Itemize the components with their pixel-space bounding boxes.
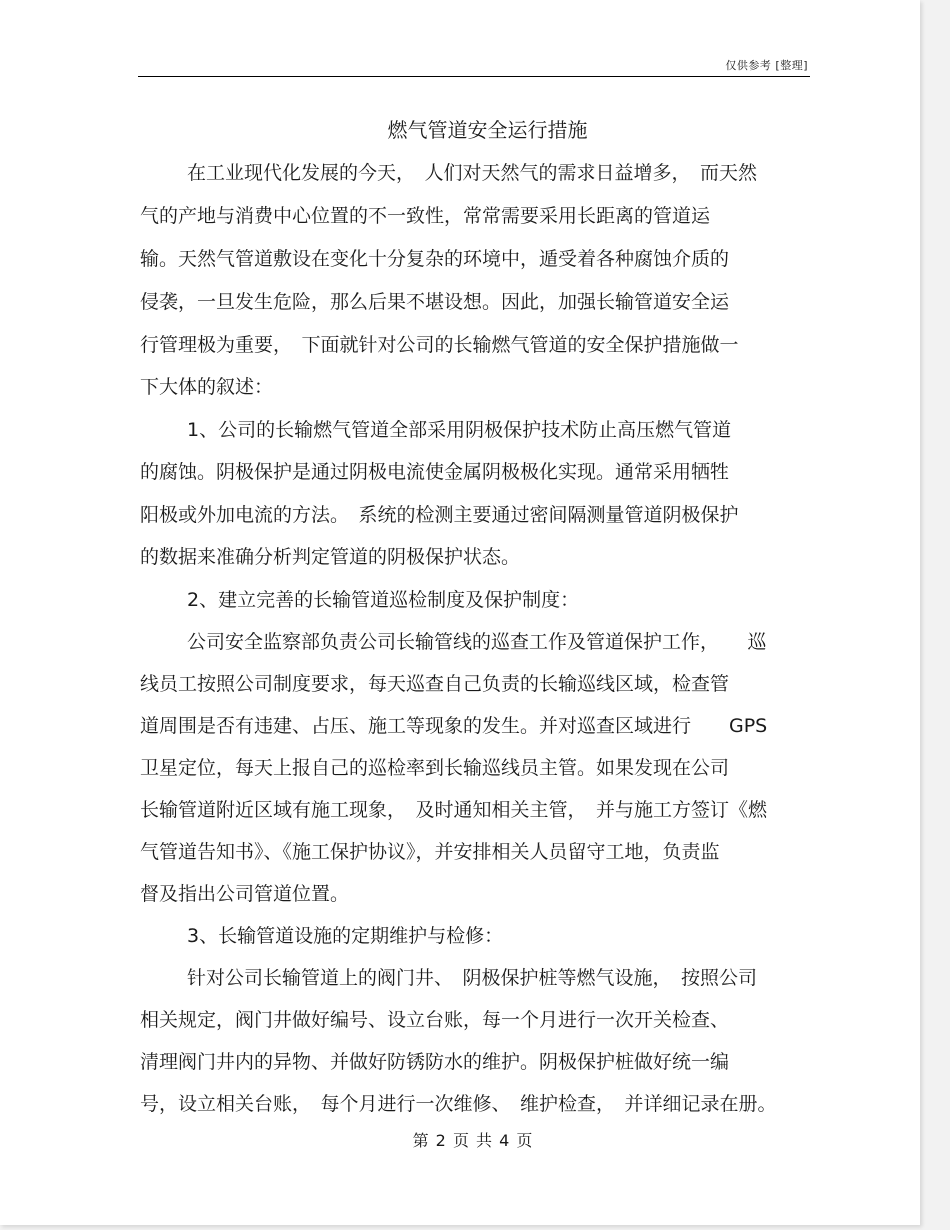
- body-line-21: 相关规定，阀门井做好编号、设立台账，每一个月进行一次开关检查、: [140, 1009, 730, 1031]
- body-line-4: 侵袭，一旦发生危险，那么后果不堪设想。因此，加强长输管道安全运: [140, 291, 730, 313]
- body-line-19: 3、长输管道设施的定期维护与检修：: [187, 925, 504, 947]
- body-line-18: 督及指出公司管道位置。: [140, 883, 350, 905]
- body-line-1: 在工业现代化发展的今天， 人们对天然气的需求日益增多， 而天然: [187, 162, 758, 184]
- body-line-11: 2、建立完善的长输管道巡检制度及保护制度：: [187, 589, 580, 611]
- header-rule: [138, 76, 810, 77]
- body-line-16: 长输管道附近区域有施工现象， 及时通知相关主管， 并与施工方签订《燃: [140, 799, 768, 821]
- body-line-14: 道周围是否有违建、占压、施工等现象的发生。并对巡查区域进行 GPS: [140, 715, 768, 737]
- page-title: 燃气管道安全运行措施: [387, 118, 588, 142]
- body-line-8: 的腐蚀。阴极保护是通过阴极电流使金属阴极极化实现。通常采用牺牲: [140, 461, 730, 483]
- body-line-12: 公司安全监察部负责公司长输管线的巡查工作及管道保护工作， 巡: [187, 631, 767, 653]
- body-line-7: 1、公司的长输燃气管道全部采用阴极保护技术防止高压燃气管道: [187, 419, 732, 441]
- body-line-17: 气管道告知书》、《施工保护协议》，并安排相关人员留守工地，负责监: [140, 841, 720, 863]
- body-line-23: 号，设立相关台账， 每个月进行一次维修、 维护检查， 并详细记录在册。: [140, 1093, 777, 1115]
- page-number-footer: 第 2 页 共 4 页: [412, 1131, 534, 1150]
- body-line-15: 卫星定位，每天上报自己的巡检率到长输巡线员主管。如果发现在公司: [140, 757, 730, 779]
- body-line-9: 阳极或外加电流的方法。 系统的检测主要通过密间隔测量管道阴极保护: [140, 504, 739, 526]
- body-line-5: 行管理极为重要， 下面就针对公司的长输燃气管道的安全保护措施做一: [140, 334, 739, 356]
- body-line-22: 清理阀门井内的异物、并做好防锈防水的维护。阴极保护桩做好统一编: [140, 1051, 730, 1073]
- body-line-10: 的数据来准确分析判定管道的阴极保护状态。: [140, 546, 521, 568]
- header-note: 仅供参考 [整理]: [725, 59, 808, 72]
- body-line-6: 下大体的叙述：: [140, 376, 274, 398]
- body-line-20: 针对公司长输管道上的阀门井、 阴极保护桩等燃气设施， 按照公司: [187, 967, 758, 989]
- body-line-3: 输。天然气管道敷设在变化十分复杂的环境中，遁受着各种腐蚀介质的: [140, 248, 730, 270]
- body-line-13: 线员工按照公司制度要求，每天巡查自己负责的长输巡线区域，检查管: [140, 673, 730, 695]
- body-line-2: 气的产地与消费中心位置的不一致性，常常需要采用长距离的管道运: [140, 205, 711, 227]
